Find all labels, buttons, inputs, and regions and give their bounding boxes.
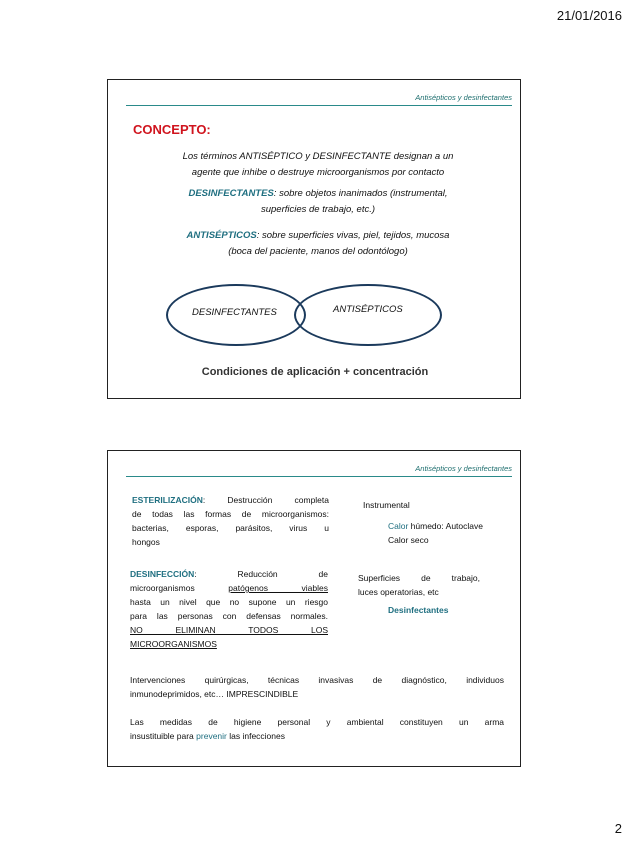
superficies-block	[358, 571, 480, 599]
desinfeccion-underlined: patógenos viables	[228, 583, 328, 593]
header-divider	[126, 105, 512, 106]
ellipse-label-desinfectantes: DESINFECTANTES	[192, 307, 277, 318]
concept-title: CONCEPTO:	[133, 122, 211, 137]
medidas-text: las infecciones	[226, 731, 285, 741]
definition-text	[148, 149, 488, 181]
esterilizacion-text: : Destrucción completa	[202, 495, 329, 505]
slide-2	[107, 450, 521, 767]
desinfeccion-text: microorganismos	[130, 583, 195, 593]
esterilizacion-text: hongos	[132, 537, 160, 547]
medidas-block	[130, 715, 504, 743]
desinfeccion-warning: MICROORGANISMOS	[130, 639, 217, 649]
desinfeccion-text: para las personas con defensas normales.	[130, 611, 328, 621]
esterilizacion-text: de todas las formas de microorganismos:	[132, 509, 329, 519]
antisepticos-text: : sobre superficies vivas, piel, tejidos, mucosa	[256, 230, 450, 241]
conditions-text: Condiciones de aplicación + concentración	[201, 366, 429, 378]
slide-header: Antisépticos y desinfectantes	[415, 93, 512, 102]
slide-header: Antisépticos y desinfectantes	[415, 464, 512, 473]
desinfectantes-text: superficies de trabajo, etc.)	[260, 204, 376, 215]
page-number: 2	[614, 821, 622, 836]
calor-seco: Calor seco	[388, 535, 429, 545]
page-date: 21/01/2016	[556, 8, 622, 23]
desinfeccion-text: : Reducción de	[194, 569, 328, 579]
medidas-text: Las medidas de higiene personal y ambiental constituyen un arma	[130, 717, 504, 727]
esterilizacion-text: bacterias, esporas, parásitos, virus u	[132, 523, 329, 533]
intervenciones-block	[130, 673, 504, 701]
prevenir-word: prevenir	[196, 731, 227, 741]
antisepticos-text: (boca del paciente, manos del odontólogo)	[228, 246, 408, 257]
superficies-text: Superficies de trabajo,	[358, 573, 480, 583]
esterilizacion-block	[132, 493, 329, 549]
desinfeccion-warning: NO ELIMINAN TODOS LOS	[130, 625, 328, 635]
antisepticos-ellipse	[294, 284, 442, 346]
antisepticos-definition	[148, 228, 488, 260]
slide-1	[107, 79, 521, 399]
medidas-text: insustituible para	[130, 731, 197, 741]
definition-line: agente que inhibe o destruye microorganismos por contacto	[191, 167, 445, 178]
antisepticos-label: ANTISÉPTICOS	[186, 230, 257, 241]
calor-humedo	[388, 519, 483, 533]
desinfeccion-label: DESINFECCIÓN	[130, 569, 195, 579]
esterilizacion-label: ESTERILIZACIÓN	[132, 495, 203, 505]
header-divider	[126, 476, 512, 477]
intervenciones-text: inmunodeprimidos, etc… IMPRESCINDIBLE	[130, 689, 299, 699]
desinfectantes-text: : sobre objetos inanimados (instrumental,	[273, 188, 448, 199]
superficies-text: luces operatorias, etc	[358, 587, 439, 597]
definition-line: Los términos ANTISÉPTICO y DESINFECTANTE designan a un	[182, 151, 454, 162]
calor-humedo-text: húmedo: Autoclave	[408, 521, 483, 531]
ellipse-label-antisepticos: ANTISÉPTICOS	[333, 304, 403, 315]
intervenciones-text: Intervenciones quirúrgicas, técnicas invasivas de diagnóstico, individuos	[130, 675, 504, 685]
desinfectantes-definition	[148, 186, 488, 218]
desinfectantes-tag: Desinfectantes	[388, 605, 449, 615]
desinfeccion-block	[130, 567, 328, 651]
desinfectantes-label: DESINFECTANTES	[188, 188, 274, 199]
desinfeccion-text: hasta un nivel que no supone un riesgo	[130, 597, 328, 607]
calor-label: Calor	[388, 521, 409, 531]
instrumental-label: Instrumental	[363, 500, 410, 510]
